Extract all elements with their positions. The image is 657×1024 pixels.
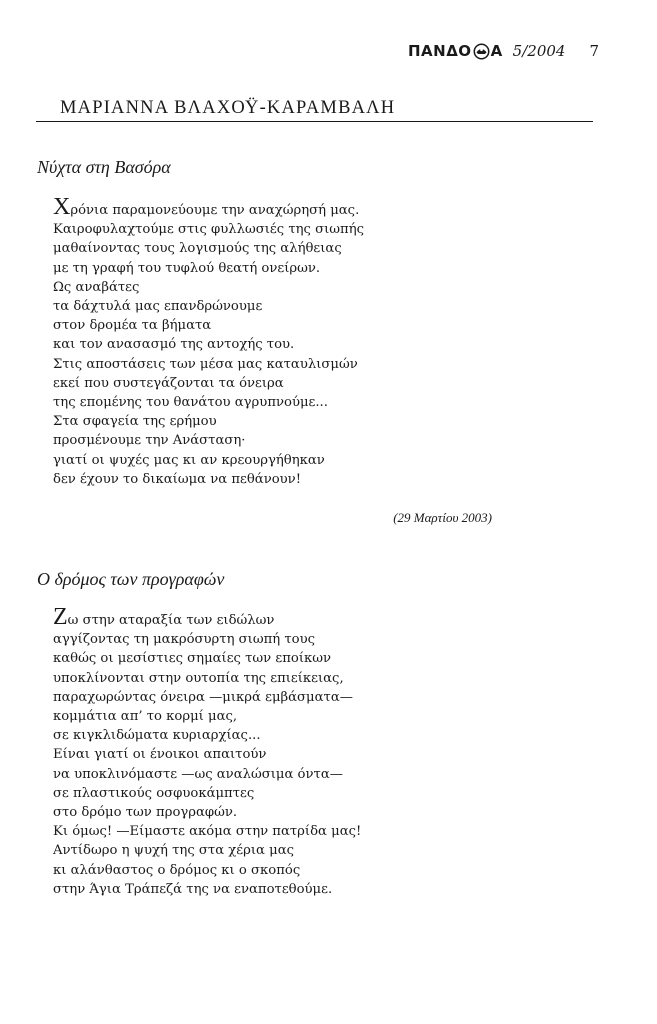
poem-line: [53, 194, 364, 220]
poem-line: αγγίζοντας τη μακρόσυρτη σιωπή τους: [53, 632, 316, 648]
poem-line: Αντίδωρο η ψυχή της στα χέρια μας: [53, 843, 294, 859]
poem-line: να υποκλινόμαστε —ως αναλώσιμα όντα—: [53, 766, 343, 782]
poem-line: Στα σφαγεία της ερήμου: [53, 414, 217, 430]
poem-line: Καιροφυλαχτούμε στις φυλλωσιές της σιωπής: [53, 222, 364, 238]
poem-line: καθώς οι μεσίστιες σημαίες των εποίκων: [53, 651, 332, 667]
poem-line: κομμάτια απ’ το κορμί μας,: [53, 709, 238, 725]
poem-line: κι αλάνθαστος ο δρόμος κι ο σκοπός: [53, 862, 301, 878]
poem-line: Κι όμως! —Είμαστε ακόμα στην πατρίδα μας!: [53, 824, 362, 840]
poem-line: μαθαίνοντας τους λογισμούς της αλήθειας: [53, 241, 342, 257]
poem-line: εκεί που συστεγάζονται τα όνειρα: [53, 375, 284, 391]
poem-date: (29 Μαρτίου 2003): [393, 510, 492, 525]
poem-line: σε κιγκλιδώματα κυριαρχίας...: [53, 728, 261, 744]
poem-line: στο δρόμο των προγραφών.: [53, 805, 238, 821]
first-line-text: ρόνια παραμονεύουμε την αναχώρησή μας.: [70, 203, 360, 218]
poem-line: της επομένης του θανάτου αγρυπνούμε...: [53, 395, 328, 411]
issue-number: 5/2004: [512, 42, 566, 60]
poem-line: Είναι γιατί οι ένοικοι απαιτούν: [53, 747, 267, 763]
poem-line: παραχωρώντας όνειρα —μικρά εμβάσματα—: [53, 689, 353, 705]
poem-line: στον δρομέα τα βήματα: [53, 318, 212, 334]
poem-line: Στις αποστάσεις των μέσα μας καταυλισμών: [53, 356, 358, 372]
magazine-name-left: ΠΑΝΔΟ: [407, 42, 472, 60]
poem-line: στην Άγια Τράπεζά της να εναποτεθούμε.: [53, 881, 333, 897]
running-header: [408, 42, 599, 60]
drop-cap: Χ: [53, 194, 71, 220]
poem-line: με τη γραφή του τυφλού θεατή ονείρων.: [53, 260, 321, 276]
poem-line: Ως αναβάτες: [53, 279, 140, 295]
poem-line: και τον ανασασμό της αντοχής του.: [53, 337, 295, 353]
poem-line: σε πλαστικούς οσφυοκάμπτες: [53, 785, 255, 801]
author-name: ΜΑΡΙΑΝΝΑ ΒΛΑΧΟΫ-ΚΑΡΑΜΒΑΛΗ: [60, 98, 396, 118]
magazine-name: [408, 42, 503, 60]
poem-line: υποκλίνονται στην ουτοπία της επιείκειας,: [53, 670, 344, 686]
page-number: 7: [589, 42, 599, 60]
poem-line: γιατί οι ψυχές μας κι αν κρεουργήθηκαν: [53, 452, 325, 468]
header-rule: [36, 121, 593, 122]
poem-title-2: Ο δρόμος των προγραφών: [37, 569, 225, 589]
magazine-name-right: Α: [490, 42, 503, 60]
poem-line: τα δάχτυλά μας επανδρώνουμε: [53, 299, 263, 315]
poem-body-1: [53, 194, 364, 489]
poem-line: δεν έχουν το δικαίωμα να πεθάνουν!: [53, 471, 301, 487]
poem-line: προσμένουμε την Ανάσταση·: [53, 433, 246, 449]
first-line-text: ω στην αταραξία των ειδώλων: [67, 613, 275, 628]
poem-title-1: Νύχτα στη Βασόρα: [37, 157, 171, 177]
poem-body-2: [53, 604, 362, 899]
drop-cap: Ζ: [53, 604, 68, 630]
poem-line: [53, 604, 361, 630]
pandora-logo-icon: [473, 43, 490, 60]
